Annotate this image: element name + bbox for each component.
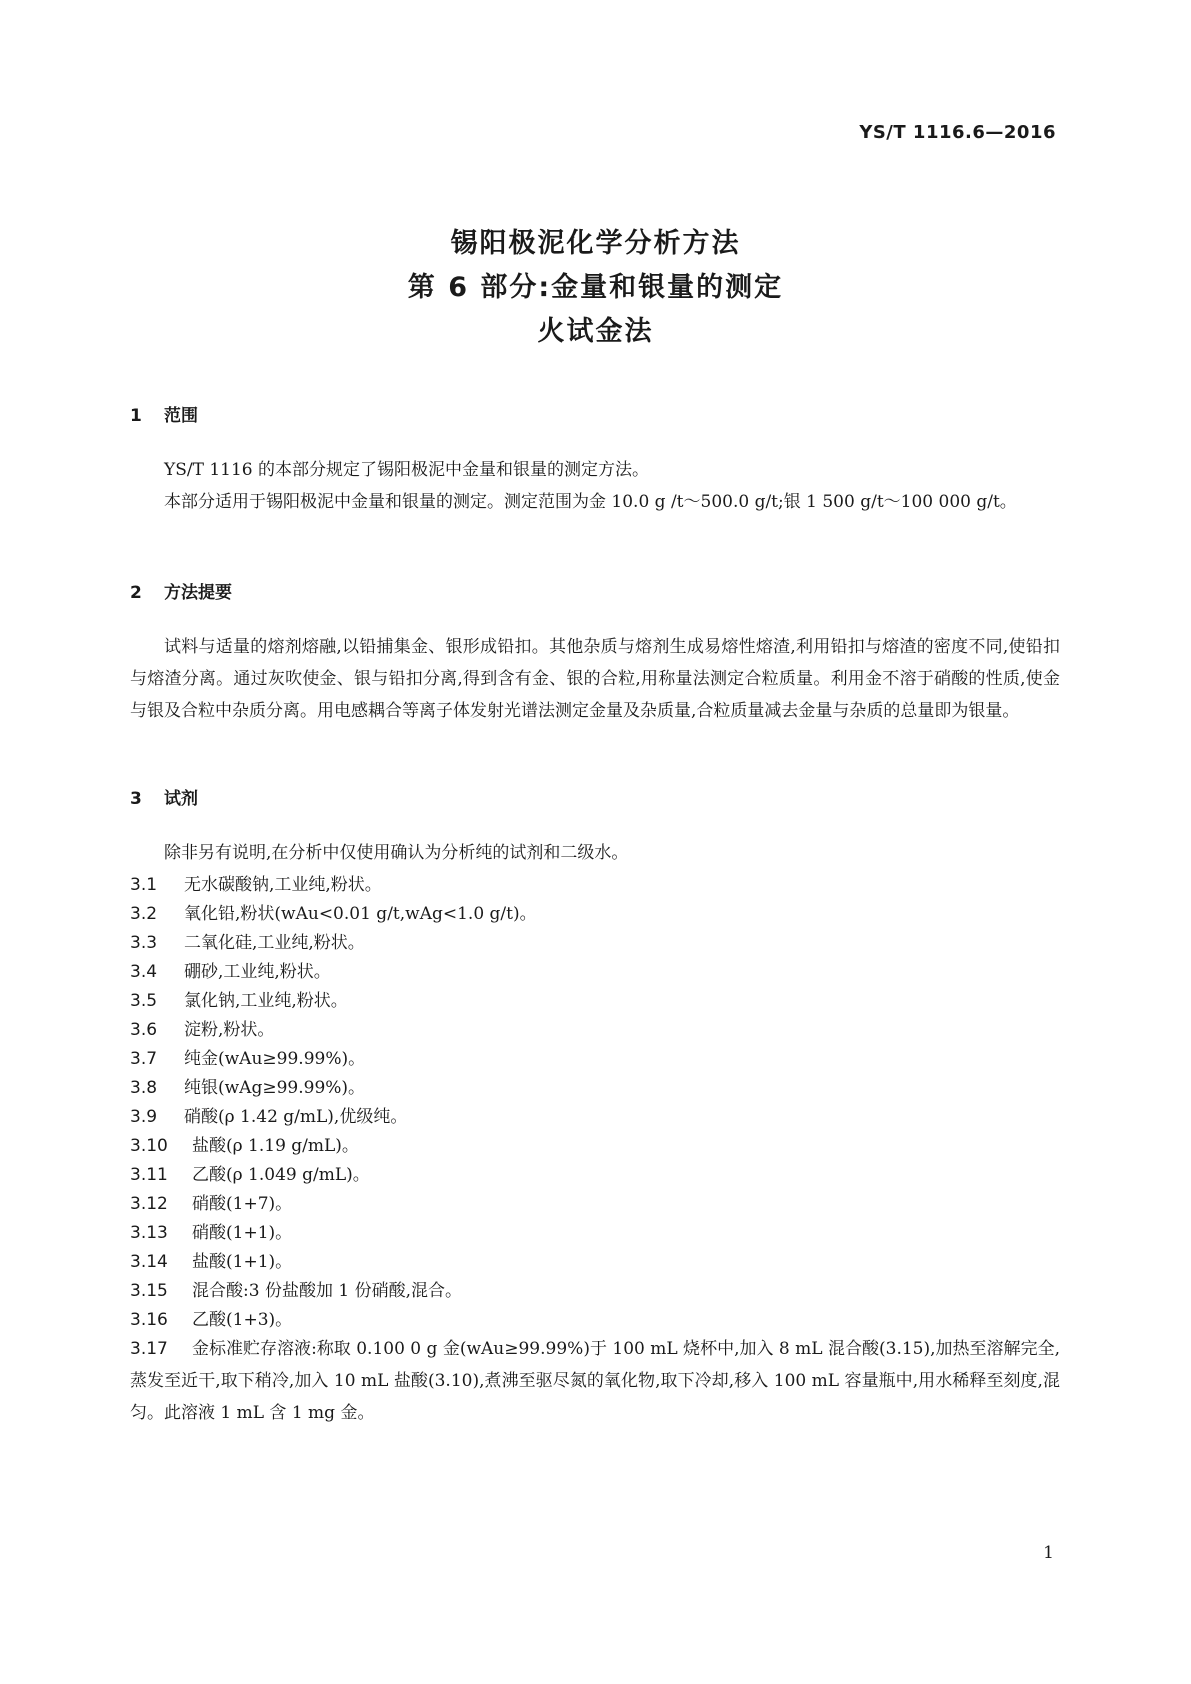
item-number: 3.10 (130, 1136, 168, 1156)
section-title: 试剂 (164, 789, 198, 809)
section-3-intro: 除非另有说明,在分析中仅使用确认为分析纯的试剂和二级水。 (164, 843, 629, 863)
list-item (130, 956, 1060, 988)
item-text: 纯银(wAg≥99.99%)。 (184, 1078, 366, 1098)
item-text: 纯金(wAu≥99.99%)。 (184, 1049, 366, 1069)
item-number: 3.4 (130, 962, 158, 982)
item-number: 3.5 (130, 991, 158, 1011)
section-1-paragraph-2: 本部分适用于锡阳极泥中金量和银量的测定。测定范围为金 10.0 g /t～500.0 g/t;银 1 500 g/t～100 000 g/t。 (164, 492, 1017, 512)
standard-number: YS/T 1116.6—2016 (859, 122, 1056, 143)
title-line-1: 锡阳极泥化学分析方法 (450, 228, 741, 259)
item-number: 3.14 (130, 1252, 168, 1272)
section-3-heading (130, 784, 198, 809)
item-text: 淀粉,粉状。 (184, 1020, 275, 1040)
list-item (130, 1246, 1060, 1278)
item-text: 氧化铅,粉状(wAu<0.01 g/t,wAg<1.0 g/t)。 (184, 904, 537, 924)
section-title: 方法提要 (164, 583, 232, 603)
item-number: 3.9 (130, 1107, 158, 1127)
item-text: 金标准贮存溶液:称取 0.100 0 g 金(wAu≥99.99%)于 100 mL 烧杯中,加入 8 mL 混合酸(3.15),加热至溶解完全,蒸发至近干,取下稍冷,加入 10 mL 盐酸(3.10),煮沸至驱尽氮的氧化物,取下冷却,移入 100 mL 容量瓶中,用水稀释至刻度,混匀。此溶液 1 mL 含 1 mg 金。 (130, 1339, 1060, 1423)
list-item (130, 927, 1060, 959)
item-text: 硝酸(ρ 1.42 g/mL),优级纯。 (184, 1107, 408, 1127)
list-item (130, 1159, 1060, 1191)
section-2-heading (130, 578, 232, 603)
section-2-paragraph: 试料与适量的熔剂熔融,以铅捕集金、银形成铅扣。其他杂质与熔剂生成易熔性熔渣,利用铅扣与熔渣的密度不同,使铅扣与熔渣分离。通过灰吹使金、银与铅扣分离,得到含有金、银的合粒,用称量法测定合粒质量。利用金不溶于硝酸的性质,使金与银及合粒中杂质分离。用电感耦合等离子体发射光谱法测定金量及杂质量,合粒质量减去金量与杂质的总量即为银量。 (130, 637, 1060, 721)
list-item (130, 898, 1060, 930)
list-item (130, 1188, 1060, 1220)
section-number: 1 (130, 406, 142, 426)
list-item (130, 1130, 1060, 1162)
item-number: 3.2 (130, 904, 158, 924)
item-text: 乙酸(ρ 1.049 g/mL)。 (192, 1165, 370, 1185)
section-number: 3 (130, 789, 142, 809)
item-number: 3.7 (130, 1049, 158, 1069)
list-item (130, 985, 1060, 1017)
item-text: 氯化钠,工业纯,粉状。 (184, 991, 348, 1011)
section-title: 范围 (164, 406, 198, 426)
item-text: 混合酸:3 份盐酸加 1 份硝酸,混合。 (192, 1281, 462, 1301)
list-item (130, 1043, 1060, 1075)
item-text: 盐酸(ρ 1.19 g/mL)。 (192, 1136, 359, 1156)
item-text: 盐酸(1+1)。 (192, 1252, 293, 1272)
item-number: 3.13 (130, 1223, 168, 1243)
page-number: 1 (1043, 1543, 1054, 1563)
list-item (130, 869, 1060, 901)
item-number: 3.8 (130, 1078, 158, 1098)
section-number: 2 (130, 583, 142, 603)
list-item (130, 1304, 1060, 1336)
section-1-heading (130, 401, 198, 426)
item-number: 3.12 (130, 1194, 168, 1214)
item-text: 硝酸(1+1)。 (192, 1223, 293, 1243)
list-item (130, 1275, 1060, 1307)
item-number: 3.16 (130, 1310, 168, 1330)
item-number: 3.17 (130, 1339, 168, 1359)
item-text: 硝酸(1+7)。 (192, 1194, 293, 1214)
item-text: 无水碳酸钠,工业纯,粉状。 (184, 875, 382, 895)
list-item (130, 1217, 1060, 1249)
title-line-2: 第 6 部分:金量和银量的测定 (407, 272, 784, 303)
list-item (130, 1014, 1060, 1046)
list-item (130, 1333, 1060, 1429)
title-line-3: 火试金法 (537, 316, 654, 347)
document-title (0, 222, 1191, 354)
item-text: 乙酸(1+3)。 (192, 1310, 293, 1330)
item-number: 3.15 (130, 1281, 168, 1301)
list-item (130, 1101, 1060, 1133)
item-text: 硼砂,工业纯,粉状。 (184, 962, 331, 982)
item-number: 3.6 (130, 1020, 158, 1040)
item-number: 3.3 (130, 933, 158, 953)
list-item (130, 1072, 1060, 1104)
section-1-paragraph-1: YS/T 1116 的本部分规定了锡阳极泥中金量和银量的测定方法。 (164, 460, 650, 480)
item-number: 3.11 (130, 1165, 168, 1185)
item-text: 二氧化硅,工业纯,粉状。 (184, 933, 365, 953)
item-number: 3.1 (130, 875, 158, 895)
